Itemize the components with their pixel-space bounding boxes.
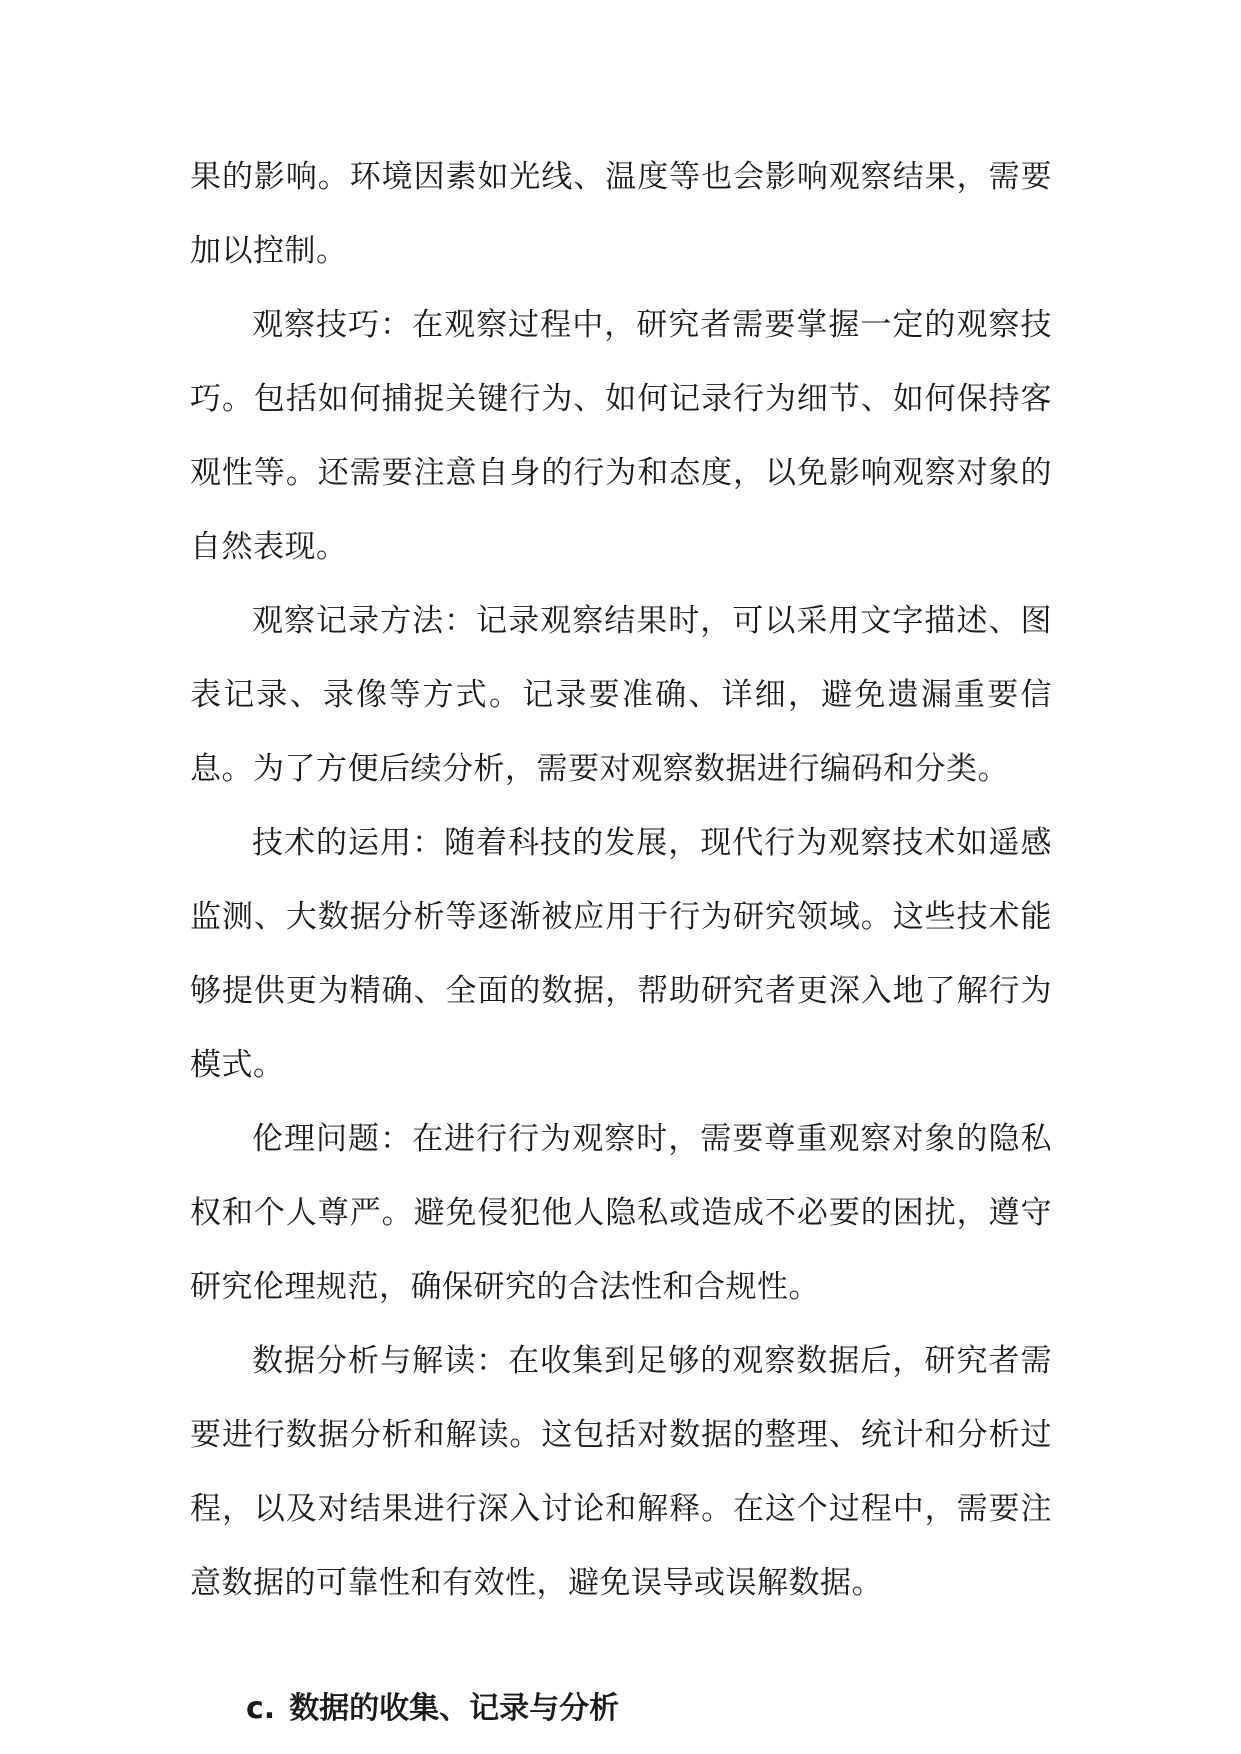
section-heading [190, 1672, 1052, 1746]
continuation-paragraph: 果的影响。环境因素如光线、温度等也会影响观察结果，需要加以控制。 [190, 159, 1052, 269]
paragraph-data-analysis: 数据分析与解读：在收集到足够的观察数据后，研究者需要进行数据分析和解读。这包括对数据的整理、统计和分析过程，以及对结果进行深入讨论和解释。在这个过程中，需要注意数据的可靠性和有效性，避免误导或误解数据。 [190, 1343, 1052, 1601]
paragraph-ethics: 伦理问题：在进行行为观察时，需要尊重观察对象的隐私权和个人尊严。避免侵犯他人隐私或造成不必要的困扰，遵守研究伦理规范，确保研究的合法性和合规性。 [190, 1121, 1052, 1305]
document-body [190, 140, 1052, 1746]
paragraph-observation-skills: 观察技巧：在观察过程中，研究者需要掌握一定的观察技巧。包括如何捕捉关键行为、如何记录行为细节、如何保持客观性等。还需要注意自身的行为和态度，以免影响观察对象的自然表现。 [190, 307, 1052, 565]
paragraph-technology-use: 技术的运用：随着科技的发展，现代行为观察技术如遥感监测、大数据分析等逐渐被应用于行为研究领域。这些技术能够提供更为精确、全面的数据，帮助研究者更深入地了解行为模式。 [190, 825, 1052, 1083]
section-marker: c. [246, 1691, 276, 1726]
section-title: 数据的收集、记录与分析 [289, 1691, 620, 1726]
paragraph-recording-methods: 观察记录方法：记录观察结果时，可以采用文字描述、图表记录、录像等方式。记录要准确、详细，避免遗漏重要信息。为了方便后续分析，需要对观察数据进行编码和分类。 [190, 603, 1052, 787]
